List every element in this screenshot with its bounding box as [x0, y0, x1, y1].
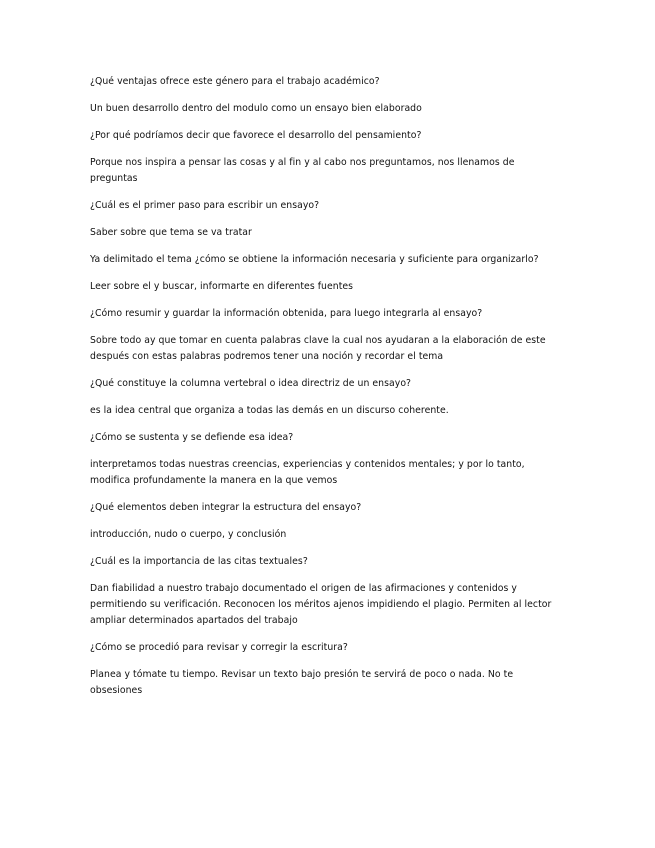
question-4: Ya delimitado el tema ¿cómo se obtiene la información necesaria y suficiente para organizarlo? — [90, 254, 539, 265]
question-10: ¿Cómo se procedió para revisar y corregir la escritura? — [90, 642, 348, 653]
question-9: ¿Cuál es la importancia de las citas textuales? — [90, 556, 308, 567]
document-page — [90, 74, 560, 710]
answer-5: Sobre todo ay que tomar en cuenta palabras clave la cual nos ayudaran a la elaboración de este después con estas palabras podremos tener una noción y recordar el tema — [90, 335, 546, 362]
answer-2: Porque nos inspira a pensar las cosas y al fin y al cabo nos preguntamos, nos llenamos de preguntas — [90, 157, 515, 184]
answer-7: interpretamos todas nuestras creencias, experiencias y contenidos mentales; y por lo tanto, modifica profundamente la manera en la que vemos — [90, 459, 525, 486]
answer-1: Un buen desarrollo dentro del modulo como un ensayo bien elaborado — [90, 103, 422, 114]
question-8: ¿Qué elementos deben integrar la estructura del ensayo? — [90, 502, 362, 513]
answer-6: es la idea central que organiza a todas las demás en un discurso coherente. — [90, 405, 449, 416]
answer-9: Dan fiabilidad a nuestro trabajo documentado el origen de las afirmaciones y contenidos y permitiendo su verificación. Reconocen los méritos ajenos impidiendo el plagio. Permiten al lector ampliar determinados apartados del trabajo — [90, 583, 552, 626]
question-5: ¿Cómo resumir y guardar la información obtenida, para luego integrarla al ensayo? — [90, 308, 483, 319]
question-7: ¿Cómo se sustenta y se defiende esa idea? — [90, 432, 294, 443]
answer-4: Leer sobre el y buscar, informarte en diferentes fuentes — [90, 281, 354, 292]
question-6: ¿Qué constituye la columna vertebral o idea directriz de un ensayo? — [90, 378, 412, 389]
answer-10: Planea y tómate tu tiempo. Revisar un texto bajo presión te servirá de poco o nada. No te obsesiones — [90, 669, 514, 696]
question-1: ¿Qué ventajas ofrece este género para el trabajo académico? — [90, 76, 380, 87]
answer-8: introducción, nudo o cuerpo, y conclusión — [90, 529, 287, 540]
question-2: ¿Por qué podríamos decir que favorece el desarrollo del pensamiento? — [90, 130, 422, 141]
answer-3: Saber sobre que tema se va tratar — [90, 227, 252, 238]
question-3: ¿Cuál es el primer paso para escribir un ensayo? — [90, 200, 320, 211]
